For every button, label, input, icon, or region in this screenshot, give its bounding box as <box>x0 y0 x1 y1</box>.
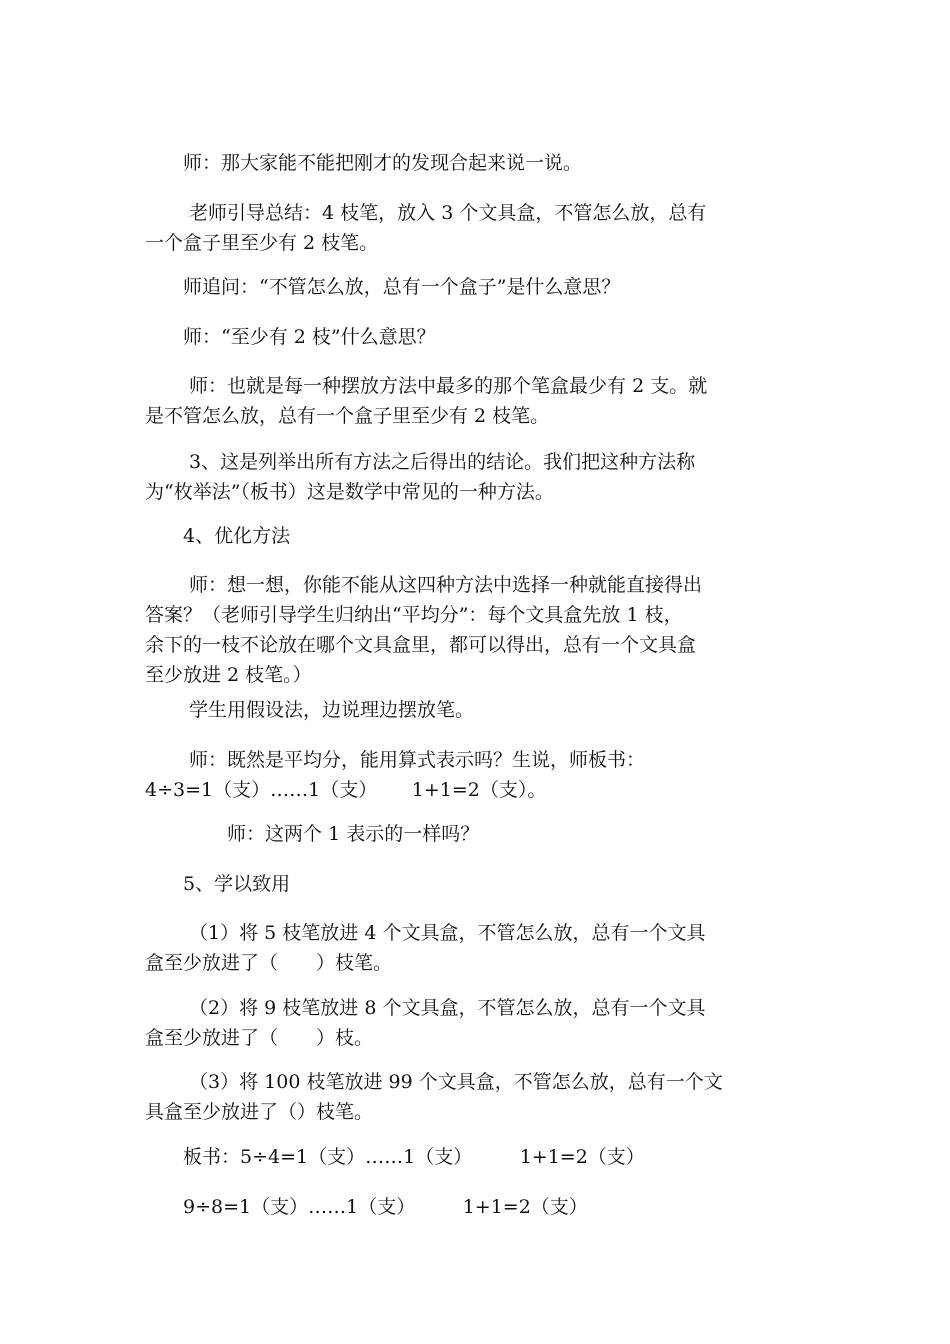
text-line: 盒至少放进了（ ）枝笔。 <box>145 952 393 974</box>
paragraph-5 <box>145 371 810 431</box>
text-line: （1）将 5 枝笔放进 4 个文具盒，不管怎么放，总有一个文具 <box>145 922 706 944</box>
text-line: （2）将 9 枝笔放进 8 个文具盒，不管怎么放，总有一个文具 <box>145 997 706 1019</box>
text-line: 师：“至少有 2 枝”什么意思？ <box>145 326 436 348</box>
text-line: 师：也就是每一种摆放方法中最多的那个笔盒最少有 2 支。就 <box>145 375 708 397</box>
text-line: 余下的一枝不论放在哪个文具盒里，都可以得出，总有一个文具盒 <box>145 634 697 656</box>
text-line: 4÷3=1（支）……1（支） 1+1=2（支）。 <box>145 779 547 801</box>
paragraph-14 <box>145 993 810 1053</box>
text-line: 3、这是列举出所有方法之后得出的结论。我们把这种方法称 <box>145 451 696 473</box>
paragraph-12 <box>145 869 810 899</box>
text-line: 师：那大家能不能把刚才的发现合起来说一说。 <box>145 152 583 174</box>
paragraph-7 <box>145 521 810 551</box>
text-line: 至少放进 2 枝笔。） <box>145 664 312 686</box>
paragraph-8 <box>145 570 810 690</box>
paragraph-1 <box>145 148 810 178</box>
text-line: 学生用假设法，边说理边摆放笔。 <box>145 699 475 721</box>
text-line: 盒至少放进了（ ）枝。 <box>145 1027 374 1049</box>
paragraph-10 <box>145 745 810 805</box>
text-line: 具盒至少放进了（）枝笔。 <box>145 1101 374 1123</box>
text-line: 是不管怎么放，总有一个盒子里至少有 2 枝笔。 <box>145 405 550 427</box>
text-line: 师：既然是平均分，能用算式表示吗？生说，师板书： <box>145 749 646 771</box>
paragraph-6 <box>145 447 810 507</box>
paragraph-16 <box>145 1142 810 1172</box>
text-line: 答案？（老师引导学生归纳出“平均分”：每个文具盒先放 1 枝， <box>145 604 683 626</box>
text-line: 为“枚举法”（板书）这是数学中常见的一种方法。 <box>145 481 554 503</box>
paragraph-11 <box>145 819 810 849</box>
paragraph-13 <box>145 918 810 978</box>
text-line: 师：想一想，你能不能从这四种方法中选择一种就能直接得出 <box>145 574 703 596</box>
paragraph-17 <box>145 1192 810 1222</box>
paragraph-3 <box>145 272 810 302</box>
text-line: 板书：5÷4=1（支）……1（支） 1+1=2（支） <box>145 1146 645 1168</box>
paragraph-15 <box>145 1067 810 1127</box>
text-line: 4、优化方法 <box>145 525 291 547</box>
paragraph-2 <box>145 198 810 258</box>
text-line: 9÷8=1（支）……1（支） 1+1=2（支） <box>145 1196 588 1218</box>
text-line: 5、学以致用 <box>145 873 291 895</box>
text-line: 一个盒子里至少有 2 枝笔。 <box>145 232 379 254</box>
paragraph-4 <box>145 322 810 352</box>
text-line: （3）将 100 枝笔放进 99 个文具盒，不管怎么放，总有一个文 <box>145 1071 723 1093</box>
text-line: 师：这两个 1 表示的一样吗？ <box>145 823 480 845</box>
text-line: 老师引导总结：4 枝笔，放入 3 个文具盒，不管怎么放，总有 <box>145 202 707 224</box>
text-line: 师追问：“不管怎么放，总有一个盒子”是什么意思？ <box>145 276 621 298</box>
paragraph-9 <box>145 695 810 725</box>
